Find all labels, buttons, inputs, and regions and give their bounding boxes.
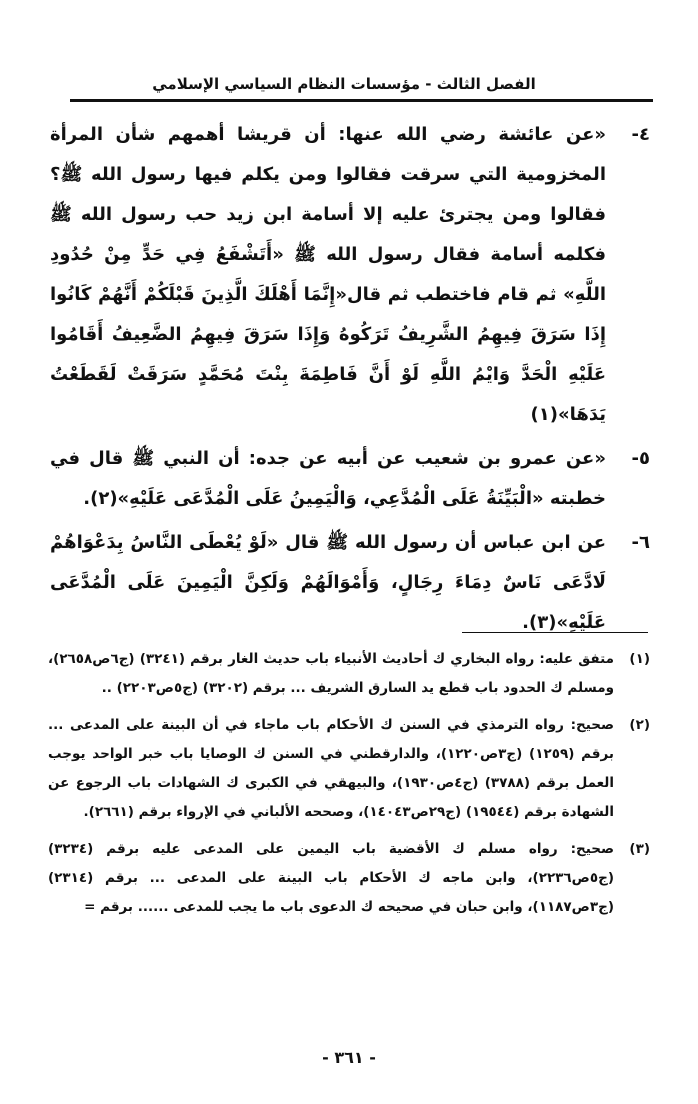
- running-header: الفصل الثالث - مؤسسات النظام السياسي الإسلامي: [152, 75, 536, 93]
- header-divider: [70, 99, 653, 102]
- footnotes: [48, 645, 650, 930]
- hadith-entry-5: [50, 439, 650, 519]
- footnote-number: (٢): [629, 717, 650, 733]
- hadith-number: ٤-: [631, 124, 650, 145]
- hadith-text: «عن عائشة رضي الله عنها: أن قريشا أهمهم شأن المرأة المخزومية التي سرقت فقالوا ومن يكلم فيها رسول الله ﷺ؟ فقالوا ومن يجترئ عليه إلا أسامة ابن زيد حب رسول الله ﷺ فكلمه أسامة فقال رسول الله ﷺ «أَتَشْفَعُ فِي حَدٍّ مِنْ حُدُودِ اللَّهِ» ثم قام فاختطب ثم قال«إِنَّمَا أَهْلَكَ الَّذِينَ قَبْلَكُمْ أَنَّهُمْ كَانُوا إِذَا سَرَقَ فِيهِمُ الشَّرِيفُ تَرَكُوهُ وَإِذَا سَرَقَ فِيهِمُ الضَّعِيفُ أَقَامُوا عَلَيْهِ الْحَدَّ وَايْمُ اللَّهِ لَوْ أَنَّ فَاطِمَةَ بِنْتَ مُحَمَّدٍ سَرَقَتْ لَقَطَعْتُ يَدَهَا»(١): [50, 124, 606, 425]
- hadith-text: «عن عمرو بن شعيب عن أبيه عن جده: أن النبي ﷺ قال في خطبته «الْبَيِّنَةُ عَلَى الْمُدَّعِي، وَالْيَمِينُ عَلَى الْمُدَّعَى عَلَيْهِ»(٢).: [50, 448, 606, 509]
- footnote-divider: [462, 632, 648, 633]
- footnote-1: [48, 645, 650, 703]
- footnote-3: [48, 835, 650, 922]
- hadith-number: ٥-: [631, 448, 650, 469]
- hadith-list: [50, 115, 650, 643]
- footnote-text: صحيح: رواه الترمذي في السنن ك الأحكام باب ماجاء في أن البينة على المدعى ... برقم (١٢٥٩) (ج٣ص١٢٢٠)، والدارقطني في السنن ك الوصايا باب خبر الواحد يوجب العمل برقم (٣٧٨٨) (ج٤ص١٩٣٠)، والبيهقي في الكبرى ك الشهادات باب الرجوع عن الشهادة برقم (١٩٥٤٤) (ج٢٩ص١٤٠٤٣)، وصححه الألباني في الإرواء برقم (٢٦٦١).: [48, 717, 614, 820]
- footnote-2: [48, 711, 650, 827]
- hadith-entry-4: [50, 115, 650, 435]
- hadith-entry-6: [50, 523, 650, 643]
- footnote-number: (١): [629, 651, 650, 667]
- footnote-number: (٣): [629, 841, 650, 857]
- page-number: - ٣٦١ -: [322, 1048, 376, 1067]
- hadith-text: عن ابن عباس أن رسول الله ﷺ قال «لَوْ يُعْطَى النَّاسُ بِدَعْوَاهُمْ لَادَّعَى نَاسٌ دِمَاءَ رِجَالٍ، وَأَمْوَالَهُمْ وَلَكِنَّ الْيَمِينَ عَلَى الْمُدَّعَى عَلَيْهِ»(٣).: [50, 532, 606, 633]
- hadith-number: ٦-: [631, 532, 650, 553]
- footnote-text: متفق عليه: رواه البخاري ك أحاديث الأنبياء باب حديث الغار برقم (٣٢٤١) (ج٦ص٢٦٥٨)، ومسلم ك الحدود باب قطع يد السارق الشريف ... برقم (٣٢٠٢) (ج٥ص٢٢٠٣) ..: [48, 651, 614, 696]
- footnote-text: صحيح: رواه مسلم ك الأقضية باب اليمين على المدعى عليه برقم (٣٢٣٤) (ج٥ص٢٢٣٦)، وابن ماجه ك الأحكام باب البينة على المدعى ... برقم (٢٣١٤) (ج٣ص١١٨٧)، وابن حبان في صحيحه ك الدعوى باب ما يجب للمدعى ...... برقم =: [48, 841, 614, 915]
